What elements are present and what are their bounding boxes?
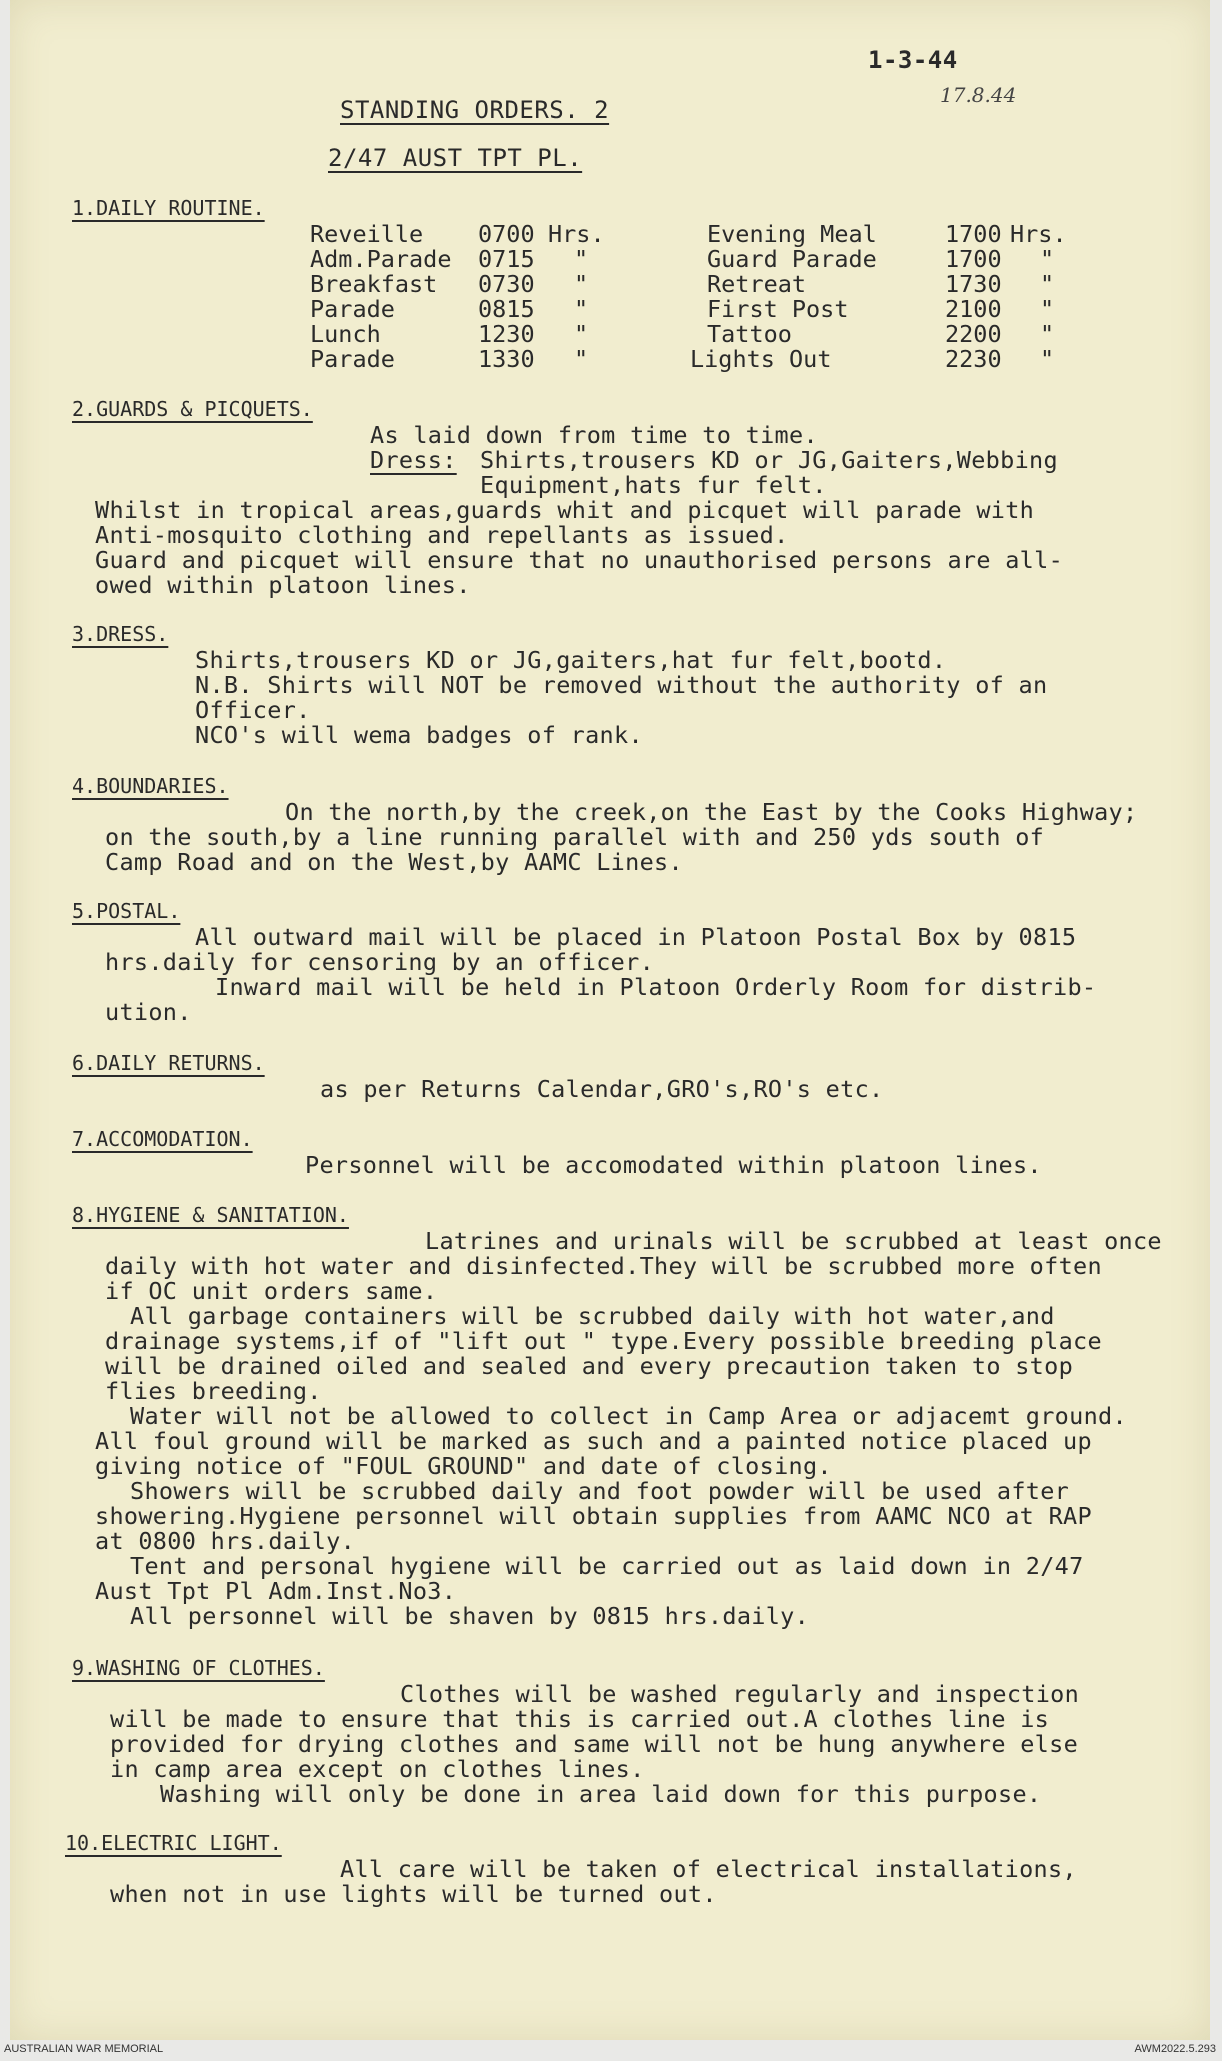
handwritten-date: 17.8.44 — [940, 83, 1017, 107]
routine-item: Parade — [310, 295, 395, 323]
routine-unit: Hrs. — [1010, 220, 1067, 248]
archive-name: AUSTRALIAN WAR MEMORIAL — [4, 2043, 164, 2055]
text-line: Equipment,hats fur felt. — [480, 471, 827, 499]
text-line: owed within platoon lines. — [95, 571, 471, 599]
text-line: As laid down from time to time. — [370, 421, 818, 449]
text-line: will be drained oiled and sealed and every precaution taken to stop — [105, 1352, 1074, 1380]
routine-time: 1700 — [945, 245, 1002, 273]
routine-time: 1330 — [478, 345, 535, 373]
text-line: giving notice of "FOUL GROUND" and date of closing. — [95, 1452, 832, 1480]
text-line: Aust Tpt Pl Adm.Inst.No3. — [95, 1577, 457, 1605]
document-page — [10, 0, 1210, 2040]
routine-item: First Post — [707, 295, 849, 323]
text-line: Tent and personal hygiene will be carried out as laid down in 2/47 — [130, 1552, 1084, 1580]
text-line: at 0800 hrs.daily. — [95, 1527, 356, 1555]
routine-item: Retreat — [707, 270, 807, 298]
routine-time: 0815 — [478, 295, 535, 323]
text-line: drainage systems,if of "lift out " type.Every possible breeding place — [105, 1327, 1102, 1355]
routine-unit: " — [1040, 270, 1055, 298]
routine-unit: " — [574, 245, 589, 273]
document-title: STANDING ORDERS. 2 — [340, 96, 610, 124]
dress-label: Dress: — [370, 446, 457, 474]
section-heading-postal: 5.POSTAL. — [72, 899, 181, 923]
section-heading-daily-routine: 1.DAILY ROUTINE. — [72, 196, 265, 220]
text-line: All personnel will be shaven by 0815 hrs.daily. — [130, 1602, 810, 1630]
text-line: on the south,by a line running parallel with and 250 yds south of — [105, 823, 1045, 851]
text-line: daily with hot water and disinfected.They will be scrubbed more often — [105, 1252, 1102, 1280]
text-line: Anti-mosquito clothing and repellants as issued. — [95, 521, 789, 549]
section-heading-daily-returns: 6.DAILY RETURNS. — [72, 1051, 265, 1075]
routine-item: Parade — [310, 345, 395, 373]
text-line: All foul ground will be marked as such and a painted notice placed up — [95, 1427, 1092, 1455]
section-heading-electric-light: 10.ELECTRIC LIGHT. — [65, 1831, 282, 1855]
unit-name: 2/47 AUST TPT PL. — [328, 144, 583, 172]
routine-time: 1700 — [945, 220, 1002, 248]
routine-time: 1230 — [478, 320, 535, 348]
text-line: Whilst in tropical areas,guards whit and picquet will parade with — [95, 496, 1035, 524]
text-line: Officer. — [195, 696, 311, 724]
text-line: provided for drying clothes and same will not be hung anywhere else — [110, 1730, 1079, 1758]
section-heading-washing: 9.WASHING OF CLOTHES. — [72, 1656, 325, 1680]
text-line: flies breeding. — [105, 1377, 322, 1405]
routine-item: Tattoo — [707, 320, 792, 348]
routine-item: Lunch — [310, 320, 381, 348]
text-line: Clothes will be washed regularly and inspection — [400, 1680, 1080, 1708]
section-heading-hygiene: 8.HYGIENE & SANITATION. — [72, 1203, 349, 1227]
routine-unit: " — [574, 345, 589, 373]
text-line: Camp Road and on the West,by AAMC Lines. — [105, 848, 683, 876]
section-heading-boundaries: 4.BOUNDARIES. — [72, 774, 229, 798]
text-line: All garbage containers will be scrubbed daily with hot water,and — [130, 1302, 1055, 1330]
text-line: as per Returns Calendar,GRO's,RO's etc. — [320, 1075, 884, 1103]
routine-time: 2230 — [945, 345, 1002, 373]
text-line: ution. — [105, 998, 192, 1026]
routine-item: Guard Parade — [707, 245, 877, 273]
text-line: Washing will only be done in area laid down for this purpose. — [160, 1780, 1042, 1808]
text-line: All outward mail will be placed in Platoon Postal Box by 0815 — [195, 923, 1077, 951]
text-line: Personnel will be accomodated within platoon lines. — [305, 1151, 1042, 1179]
routine-item: Reveille — [310, 220, 424, 248]
routine-unit: " — [574, 295, 589, 323]
text-line: Latrines and urinals will be scrubbed at least once — [425, 1227, 1162, 1255]
text-line: hrs.daily for censoring by an officer. — [105, 948, 655, 976]
text-line: On the north,by the creek,on the East by the Cooks Highway; — [285, 798, 1138, 826]
routine-unit: " — [1040, 295, 1055, 323]
section-heading-accomodation: 7.ACCOMODATION. — [72, 1127, 253, 1151]
routine-time: 0730 — [478, 270, 535, 298]
routine-item: Breakfast — [310, 270, 438, 298]
text-line: if OC unit orders same. — [105, 1277, 438, 1305]
routine-unit: " — [1040, 320, 1055, 348]
text-line: Shirts,trousers KD or JG,gaiters,hat fur felt,bootd. — [195, 646, 947, 674]
routine-item: Lights Out — [690, 345, 832, 373]
archive-reference: AWM2022.5.293 — [1134, 2043, 1216, 2055]
text-line: Inward mail will be held in Platoon Orderly Room for distrib- — [215, 973, 1097, 1001]
text-line: when not in use lights will be turned out. — [110, 1880, 717, 1908]
text-line: Showers will be scrubbed daily and foot powder will be used after — [130, 1477, 1070, 1505]
section-heading-dress: 3.DRESS. — [72, 622, 169, 646]
routine-unit: " — [1040, 345, 1055, 373]
text-line: Guard and picquet will ensure that no unauthorised persons are all- — [95, 546, 1064, 574]
document-date: 1-3-44 — [868, 46, 958, 74]
routine-time: 2100 — [945, 295, 1002, 323]
text-line: All care will be taken of electrical installations, — [340, 1855, 1077, 1883]
routine-unit: " — [574, 270, 589, 298]
routine-unit: " — [1040, 245, 1055, 273]
text-line: showering.Hygiene personnel will obtain supplies from AAMC NCO at RAP — [95, 1502, 1092, 1530]
text-line: Shirts,trousers KD or JG,Gaiters,Webbing — [480, 446, 1058, 474]
routine-time: 0700 — [478, 220, 535, 248]
text-line: Water will not be allowed to collect in Camp Area or adjacemt ground. — [130, 1402, 1127, 1430]
text-line: in camp area except on clothes lines. — [110, 1755, 645, 1783]
routine-unit: Hrs. — [548, 220, 605, 248]
routine-time: 0715 — [478, 245, 535, 273]
routine-time: 1730 — [945, 270, 1002, 298]
text-line: NCO's will wema badges of rank. — [195, 721, 643, 749]
text-line: will be made to ensure that this is carried out.A clothes line is — [110, 1705, 1050, 1733]
routine-item: Adm.Parade — [310, 245, 452, 273]
text-line: N.B. Shirts will NOT be removed without the authority of an — [195, 671, 1048, 699]
routine-unit: " — [574, 320, 589, 348]
routine-time: 2200 — [945, 320, 1002, 348]
section-heading-guards: 2.GUARDS & PICQUETS. — [72, 397, 313, 421]
archive-footer — [0, 2040, 1222, 2061]
routine-item: Evening Meal — [707, 220, 877, 248]
